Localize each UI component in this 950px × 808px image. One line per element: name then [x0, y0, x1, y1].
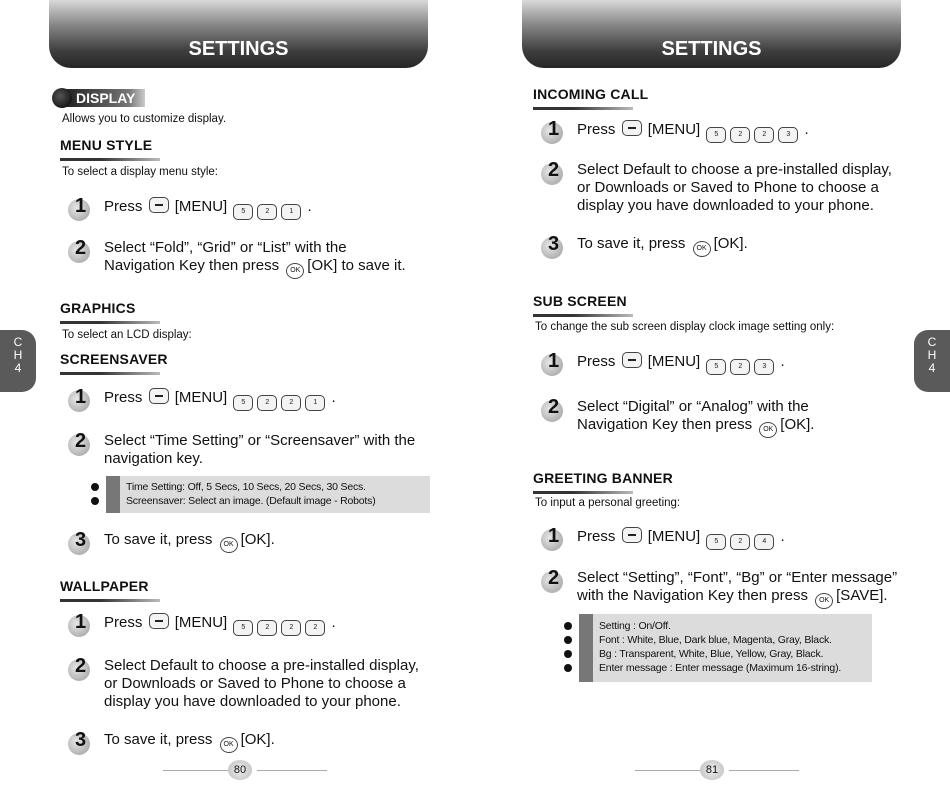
right-page-header [522, 0, 901, 68]
right-page-number: 81 [700, 760, 724, 780]
wallpaper-heading: WALLPAPER [60, 578, 149, 594]
step-number: 1 [543, 352, 567, 380]
ok-key-icon: OK [815, 593, 833, 609]
display-bullet-icon [52, 88, 72, 108]
soft-key-icon [149, 197, 169, 213]
graphics-heading: GRAPHICS [60, 300, 136, 316]
key-1-icon: 1 [305, 395, 325, 411]
step-number: 1 [70, 613, 94, 641]
key-5-icon: 5 [233, 204, 253, 220]
sub-screen-description: To change the sub screen display clock image setting only: [535, 321, 835, 333]
ok-key-icon: OK [286, 263, 304, 279]
step-number: 1 [70, 197, 94, 225]
step-number: 2 [543, 569, 567, 597]
greeting-banner-heading: GREETING BANNER [533, 470, 673, 486]
left-header-title: SETTINGS [188, 38, 289, 60]
key-3-icon: 3 [754, 359, 774, 375]
note-line: Font : White, Blue, Dark blue, Magenta, Gray, Black. [579, 633, 872, 647]
step-number: 2 [70, 239, 94, 267]
key-3-icon: 3 [778, 127, 798, 143]
ok-key-icon: OK [220, 737, 238, 753]
left-page-number: 80 [228, 760, 252, 780]
key-2-icon: 2 [257, 395, 277, 411]
page-rule [257, 770, 327, 771]
soft-key-icon [622, 352, 642, 368]
step-number: 3 [543, 235, 567, 263]
greeting-banner-description: To input a personal greeting: [535, 497, 681, 509]
sub-screen-heading: SUB SCREEN [533, 293, 627, 309]
step-number: 1 [543, 120, 567, 148]
note-line: Bg : Transparent, White, Blue, Yellow, Gray, Black. [579, 647, 872, 661]
step-number: 2 [70, 432, 94, 460]
key-5-icon: 5 [706, 534, 726, 550]
key-5-icon: 5 [706, 127, 726, 143]
key-2-icon: 2 [754, 127, 774, 143]
display-description: Allows you to customize display. [62, 113, 227, 125]
graphics-description: To select an LCD display: [62, 329, 192, 341]
ok-key-icon: OK [693, 241, 711, 257]
soft-key-icon [622, 120, 642, 136]
soft-key-icon [622, 527, 642, 543]
note-line: Time Setting: Off, 5 Secs, 10 Secs, 20 Secs, 30 Secs. [106, 480, 430, 494]
note-line: Enter message : Enter message (Maximum 16-string). [579, 661, 872, 675]
step-number: 1 [70, 388, 94, 416]
soft-key-icon [149, 388, 169, 404]
key-5-icon: 5 [706, 359, 726, 375]
soft-key-icon [149, 613, 169, 629]
display-label-text: DISPLAY [66, 89, 145, 107]
key-4-icon: 4 [754, 534, 774, 550]
key-5-icon: 5 [233, 620, 253, 636]
step-number: 1 [543, 527, 567, 555]
incoming-call-heading: INCOMING CALL [533, 86, 649, 102]
step-number: 3 [70, 531, 94, 559]
key-2-icon: 2 [281, 620, 301, 636]
right-header-title: SETTINGS [661, 38, 762, 60]
greeting-banner-note [579, 614, 872, 682]
step-number: 2 [543, 161, 567, 189]
key-2-icon: 2 [281, 395, 301, 411]
key-2-icon: 2 [730, 127, 750, 143]
step-number: 2 [70, 657, 94, 685]
key-2-icon: 2 [257, 620, 277, 636]
ok-key-icon: OK [220, 537, 238, 553]
screensaver-note [106, 476, 430, 513]
key-5-icon: 5 [233, 395, 253, 411]
ok-key-icon: OK [759, 422, 777, 438]
left-page-header [49, 0, 428, 68]
step-number: 3 [70, 731, 94, 759]
key-2-icon: 2 [730, 534, 750, 550]
screensaver-heading: SCREENSAVER [60, 351, 168, 367]
step-number: 2 [543, 398, 567, 426]
note-line: Setting : On/Off. [579, 619, 872, 633]
page-rule [635, 770, 705, 771]
menu-style-description: To select a display menu style: [62, 166, 218, 178]
page-rule [163, 770, 233, 771]
menu-style-heading: MENU STYLE [60, 137, 153, 153]
page-rule [729, 770, 799, 771]
key-1-icon: 1 [281, 204, 301, 220]
right-chapter-tab: C H 4 [914, 330, 950, 392]
key-2-icon: 2 [730, 359, 750, 375]
note-line: Screensaver: Select an image. (Default image - Robots) [106, 494, 430, 508]
left-chapter-tab: C H 4 [0, 330, 36, 392]
key-2-icon: 2 [305, 620, 325, 636]
key-2-icon: 2 [257, 204, 277, 220]
